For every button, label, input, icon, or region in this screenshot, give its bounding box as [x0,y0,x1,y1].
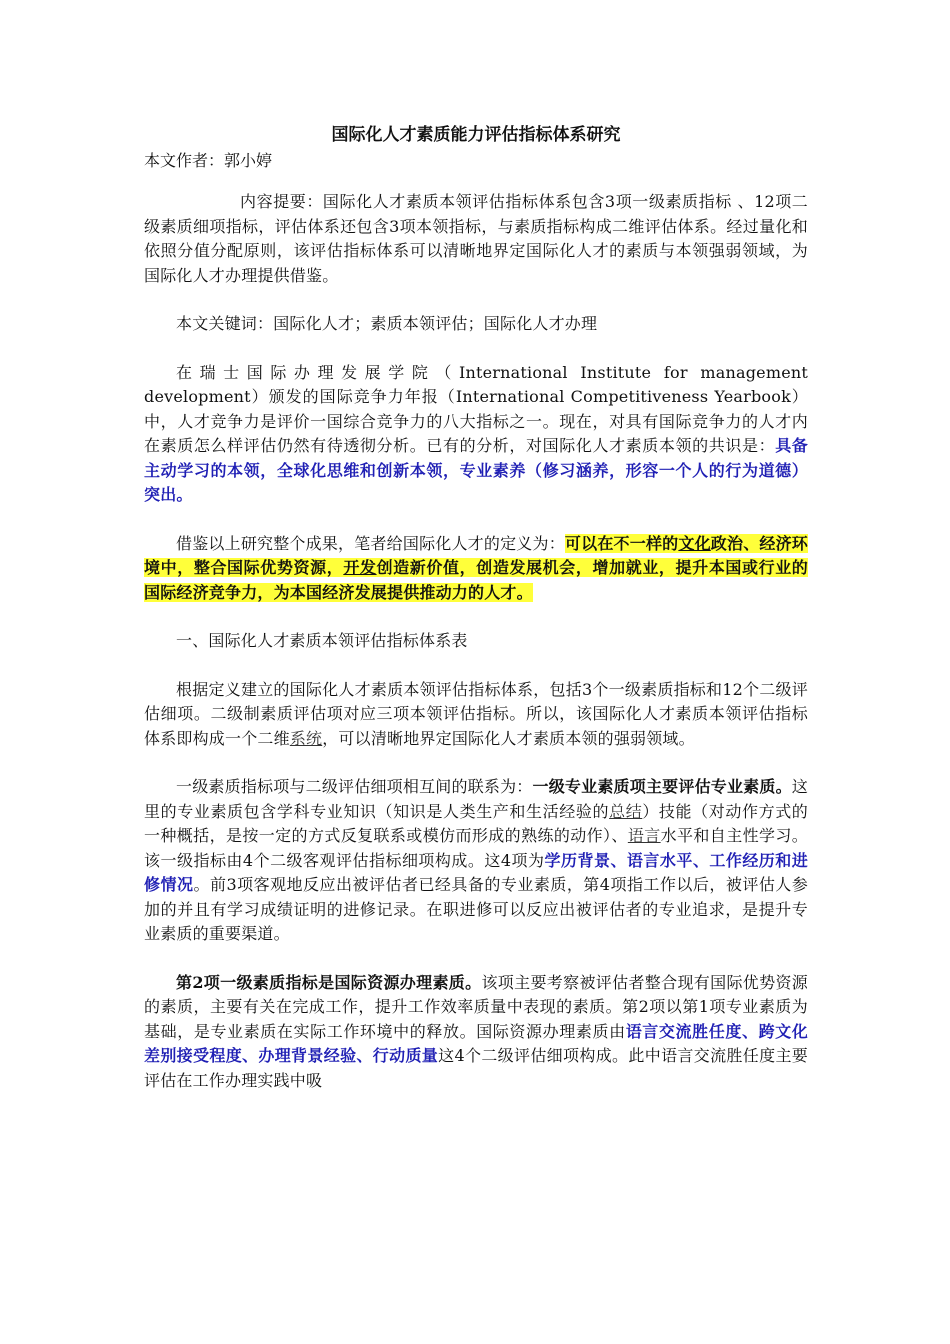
professional-quality-paragraph [144,775,808,947]
spacer [144,654,808,678]
system-text-b: ，可以清晰地界定国际化人才素质本领的强弱领域。 [322,728,695,748]
system-paragraph [144,678,808,752]
spacer [144,288,808,312]
spacer [144,337,808,361]
definition-lead: 借鉴以上研究整个成果，笔者给国际化人才的定义为： [176,533,565,553]
rm-text-b: 这4个二级评估细项构成。此中语言交流胜任度主要评估在工作办理实践中吸 [144,1046,808,1090]
author-line: 本文作者：郭小婷 [144,151,273,170]
consensus-emphasis: 具备主动学习的本领，全球化思维和创新本领，专业素养（修习涵养，形容一个人的行为道德）突出。 [144,436,808,504]
language-link[interactable]: 语言 [627,826,661,845]
definition-text-b: 政治、经济环境中，整合国际优势资源， [144,533,809,577]
rm-bold: 第2项一级素质指标是国际资源办理素质。 [176,972,482,992]
develop-link[interactable]: 开发 [343,558,377,577]
rm-items-emphasis: 语言交流胜任度、跨文化差别接受程度、办理背景经验、行动质量 [144,1021,808,1065]
pq-text-c: ）技能（对动作方式的一种概括，是按一定的方式反复联系或模仿而形成的熟练的动作）、 [144,801,808,845]
intro-text: 在瑞士国际办理发展学院（International Institute for management development）颁发的国际竞争力年报（International Competitiveness Yearbook）中，人才竞争力是评价一国综合竞争力的八大指标之一。现在，对具有国际竞争力的人才内在素质怎么样评估仍然有待透彻分析。已有的分析，对国际化人才素质本领的共识是： [144,362,808,455]
pq-items-emphasis: 学历背景、语言水平、工作经历和进修情况 [144,850,808,894]
resource-management-paragraph [144,971,808,1094]
definition-text-a: 可以在不一样的 [564,533,679,553]
definition-paragraph [144,532,808,606]
spacer [144,508,808,532]
culture-link[interactable]: 文化 [678,533,711,553]
pq-text-d: 水平和自主性学习。该一级指标由4个二级客观评估指标细项构成。这4项为 [144,826,808,870]
keywords-paragraph: 本文关键词：国际化人才；素质本领评估；国际化人才办理 [176,314,598,333]
definition-text-c: 创造新价值，创造发展机会，增加就业，提升本国或行业的国际经济竞争力，为本国经济发展提供推动力的人才。 [144,558,809,602]
document-page [144,120,808,1093]
system-text-a: 根据定义建立的国际化人才素质本领评估指标体系，包括3个一级素质指标和12个二级评估细项。二级制素质评估项对应三项本领评估指标。所以，该国际化人才素质本领评估指标体系即构成一个二维 [144,679,808,748]
rm-text-a: 该项主要考察被评估者整合现有国际优势资源的素质，主要有关在完成工作，提升工作效率质量中表现的素质。第2项以第1项专业素质为基础，是专业素质在实际工作环境中的释放。国际资源办理素质由 [144,972,808,1041]
pq-text-b: 这里的专业素质包含学科专业知识（知识是人类生产和生活经验的 [144,777,808,821]
summary-link[interactable]: 总结 [609,801,643,821]
spacer [144,947,808,971]
section-heading: 一、国际化人才素质本领评估指标体系表 [176,631,468,650]
spacer [144,751,808,775]
pq-text-e: 。前3项客观地反应出被评估者已经具备的专业素质，第4项指工作以后，被评估人参加的并且有学习成绩证明的进修记录。在职进修可以反应出被评估者的专业追求，是提升专业素质的重要渠道。 [144,875,808,943]
abstract-paragraph: 内容提要：国际化人才素质本领评估指标体系包含3项一级素质指标 、12项二级素质细项指标，评估体系还包含3项本领指标，与素质指标构成二维评估体系。经过量化和依照分值分配原则，该评估指标体系可以清晰地界定国际化人才的素质与本领强弱领域，为国际化人才办理提供借鉴。 [144,192,808,285]
document-title: 国际化人才素质能力评估指标体系研究 [331,125,621,145]
pq-text-a: 一级素质指标项与二级评估细项相互间的联系为： [176,777,533,796]
pq-bold: 一级专业素质项主要评估专业素质。 [532,777,792,796]
intro-paragraph [144,361,808,508]
system-link[interactable]: 系统 [289,728,323,748]
spacer [144,605,808,629]
